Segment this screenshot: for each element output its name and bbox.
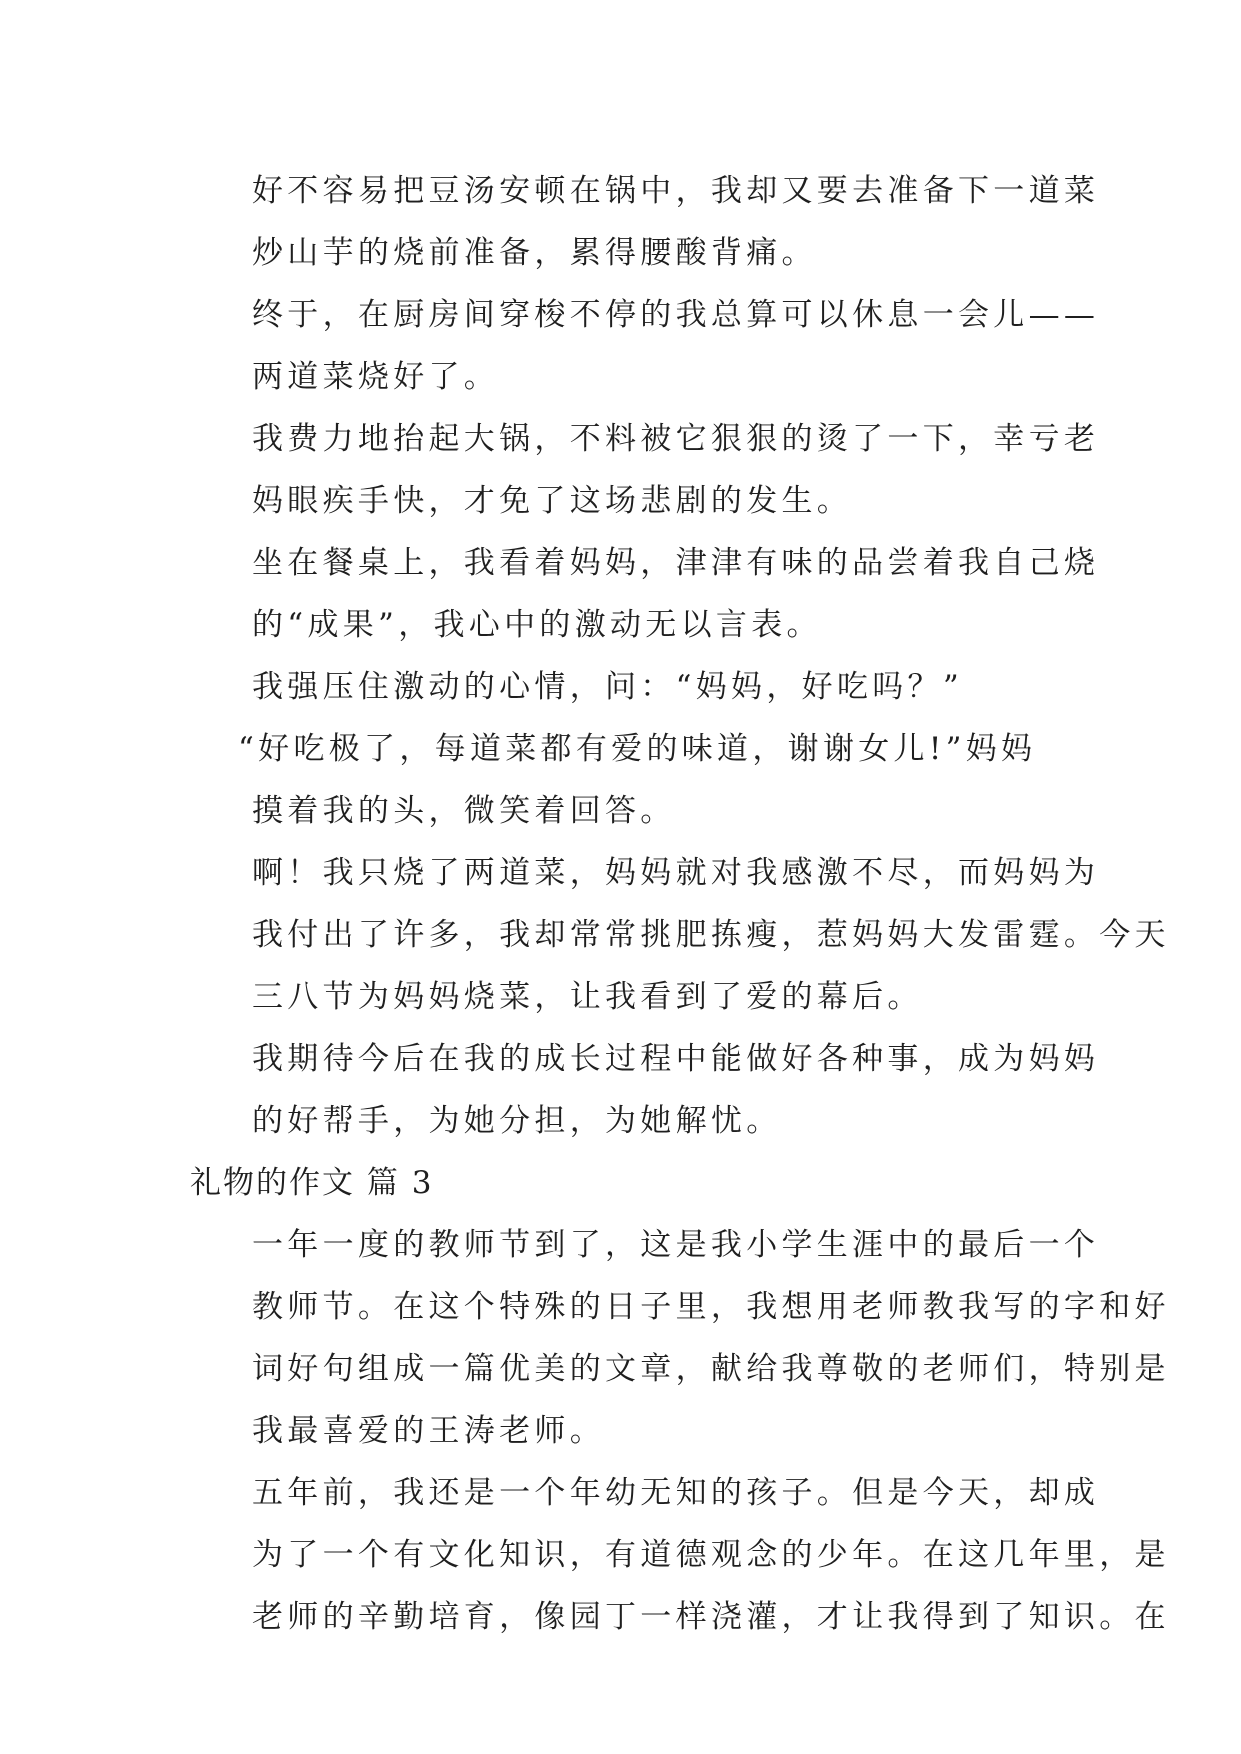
paragraph-line: 为了一个有文化知识，有道德观念的少年。在这几年里，是	[252, 1537, 1170, 1573]
paragraph-6	[190, 718, 1056, 842]
paragraph-4	[190, 532, 1100, 656]
paragraph-line: 炒山芋的烧前准备，累得腰酸背痛。	[252, 235, 817, 271]
paragraph-line: 坐在餐桌上，我看着妈妈，津津有味的品尝着我自己烧	[252, 545, 1100, 581]
paragraph-line: 我费力地抬起大锅，不料被它狠狠的烫了一下，幸亏老	[252, 421, 1100, 457]
paragraph-line: 终于，在厨房间穿梭不停的我总算可以休息一会儿——	[252, 297, 1100, 333]
paragraph-line: 两道菜烧好了。	[252, 359, 500, 395]
paragraph-line: 我最喜爱的王涛老师。	[252, 1413, 605, 1449]
paragraph-5	[190, 656, 1056, 718]
paragraph-2	[190, 284, 1100, 408]
paragraph-line: 的好帮手，为她分担，为她解忧。	[252, 1103, 782, 1139]
paragraph-line: 我付出了许多，我却常常挑肥拣瘦，惹妈妈大发雷霆。今天	[252, 917, 1170, 953]
paragraph-7	[190, 842, 1170, 1028]
paragraph-line: 的“成果”，我心中的激动无以言表。	[252, 607, 822, 643]
paragraph-1	[190, 160, 1100, 284]
paragraph-line: 妈眼疾手快，才免了这场悲剧的发生。	[252, 483, 853, 519]
paragraph-line: 老师的辛勤培育，像园丁一样浇灌，才让我得到了知识。在	[252, 1599, 1170, 1635]
section-title: 礼物的作文 篇 3	[190, 1165, 434, 1201]
paragraph-line: 我强压住激动的心情，问：“妈妈，好吃吗？”	[252, 669, 963, 705]
paragraph-line: 好不容易把豆汤安顿在锅中，我却又要去准备下一道菜	[252, 173, 1100, 209]
paragraph-line: 一年一度的教师节到了，这是我小学生涯中的最后一个	[252, 1227, 1100, 1263]
paragraph-line: “好吃极了，每道菜都有爱的味道，谢谢女儿!”妈妈	[238, 731, 1037, 767]
paragraph-8	[190, 1028, 1100, 1152]
paragraph-line: 摸着我的头，微笑着回答。	[252, 793, 676, 829]
paragraph-line: 教师节。在这个特殊的日子里，我想用老师教我写的字和好	[252, 1289, 1170, 1325]
document-body	[190, 160, 1170, 1648]
paragraph-3	[190, 408, 1100, 532]
paragraph-line: 我期待今后在我的成长过程中能做好各种事，成为妈妈	[252, 1041, 1100, 1077]
paragraph-line: 五年前，我还是一个年幼无知的孩子。但是今天，却成	[252, 1475, 1100, 1511]
paragraph-9	[190, 1214, 1170, 1462]
paragraph-line: 啊！我只烧了两道菜，妈妈就对我感激不尽，而妈妈为	[252, 855, 1100, 891]
paragraph-line: 三八节为妈妈烧菜，让我看到了爱的幕后。	[252, 979, 923, 1015]
paragraph-10	[190, 1462, 1170, 1648]
paragraph-line: 词好句组成一篇优美的文章，献给我尊敬的老师们，特别是	[252, 1351, 1170, 1387]
